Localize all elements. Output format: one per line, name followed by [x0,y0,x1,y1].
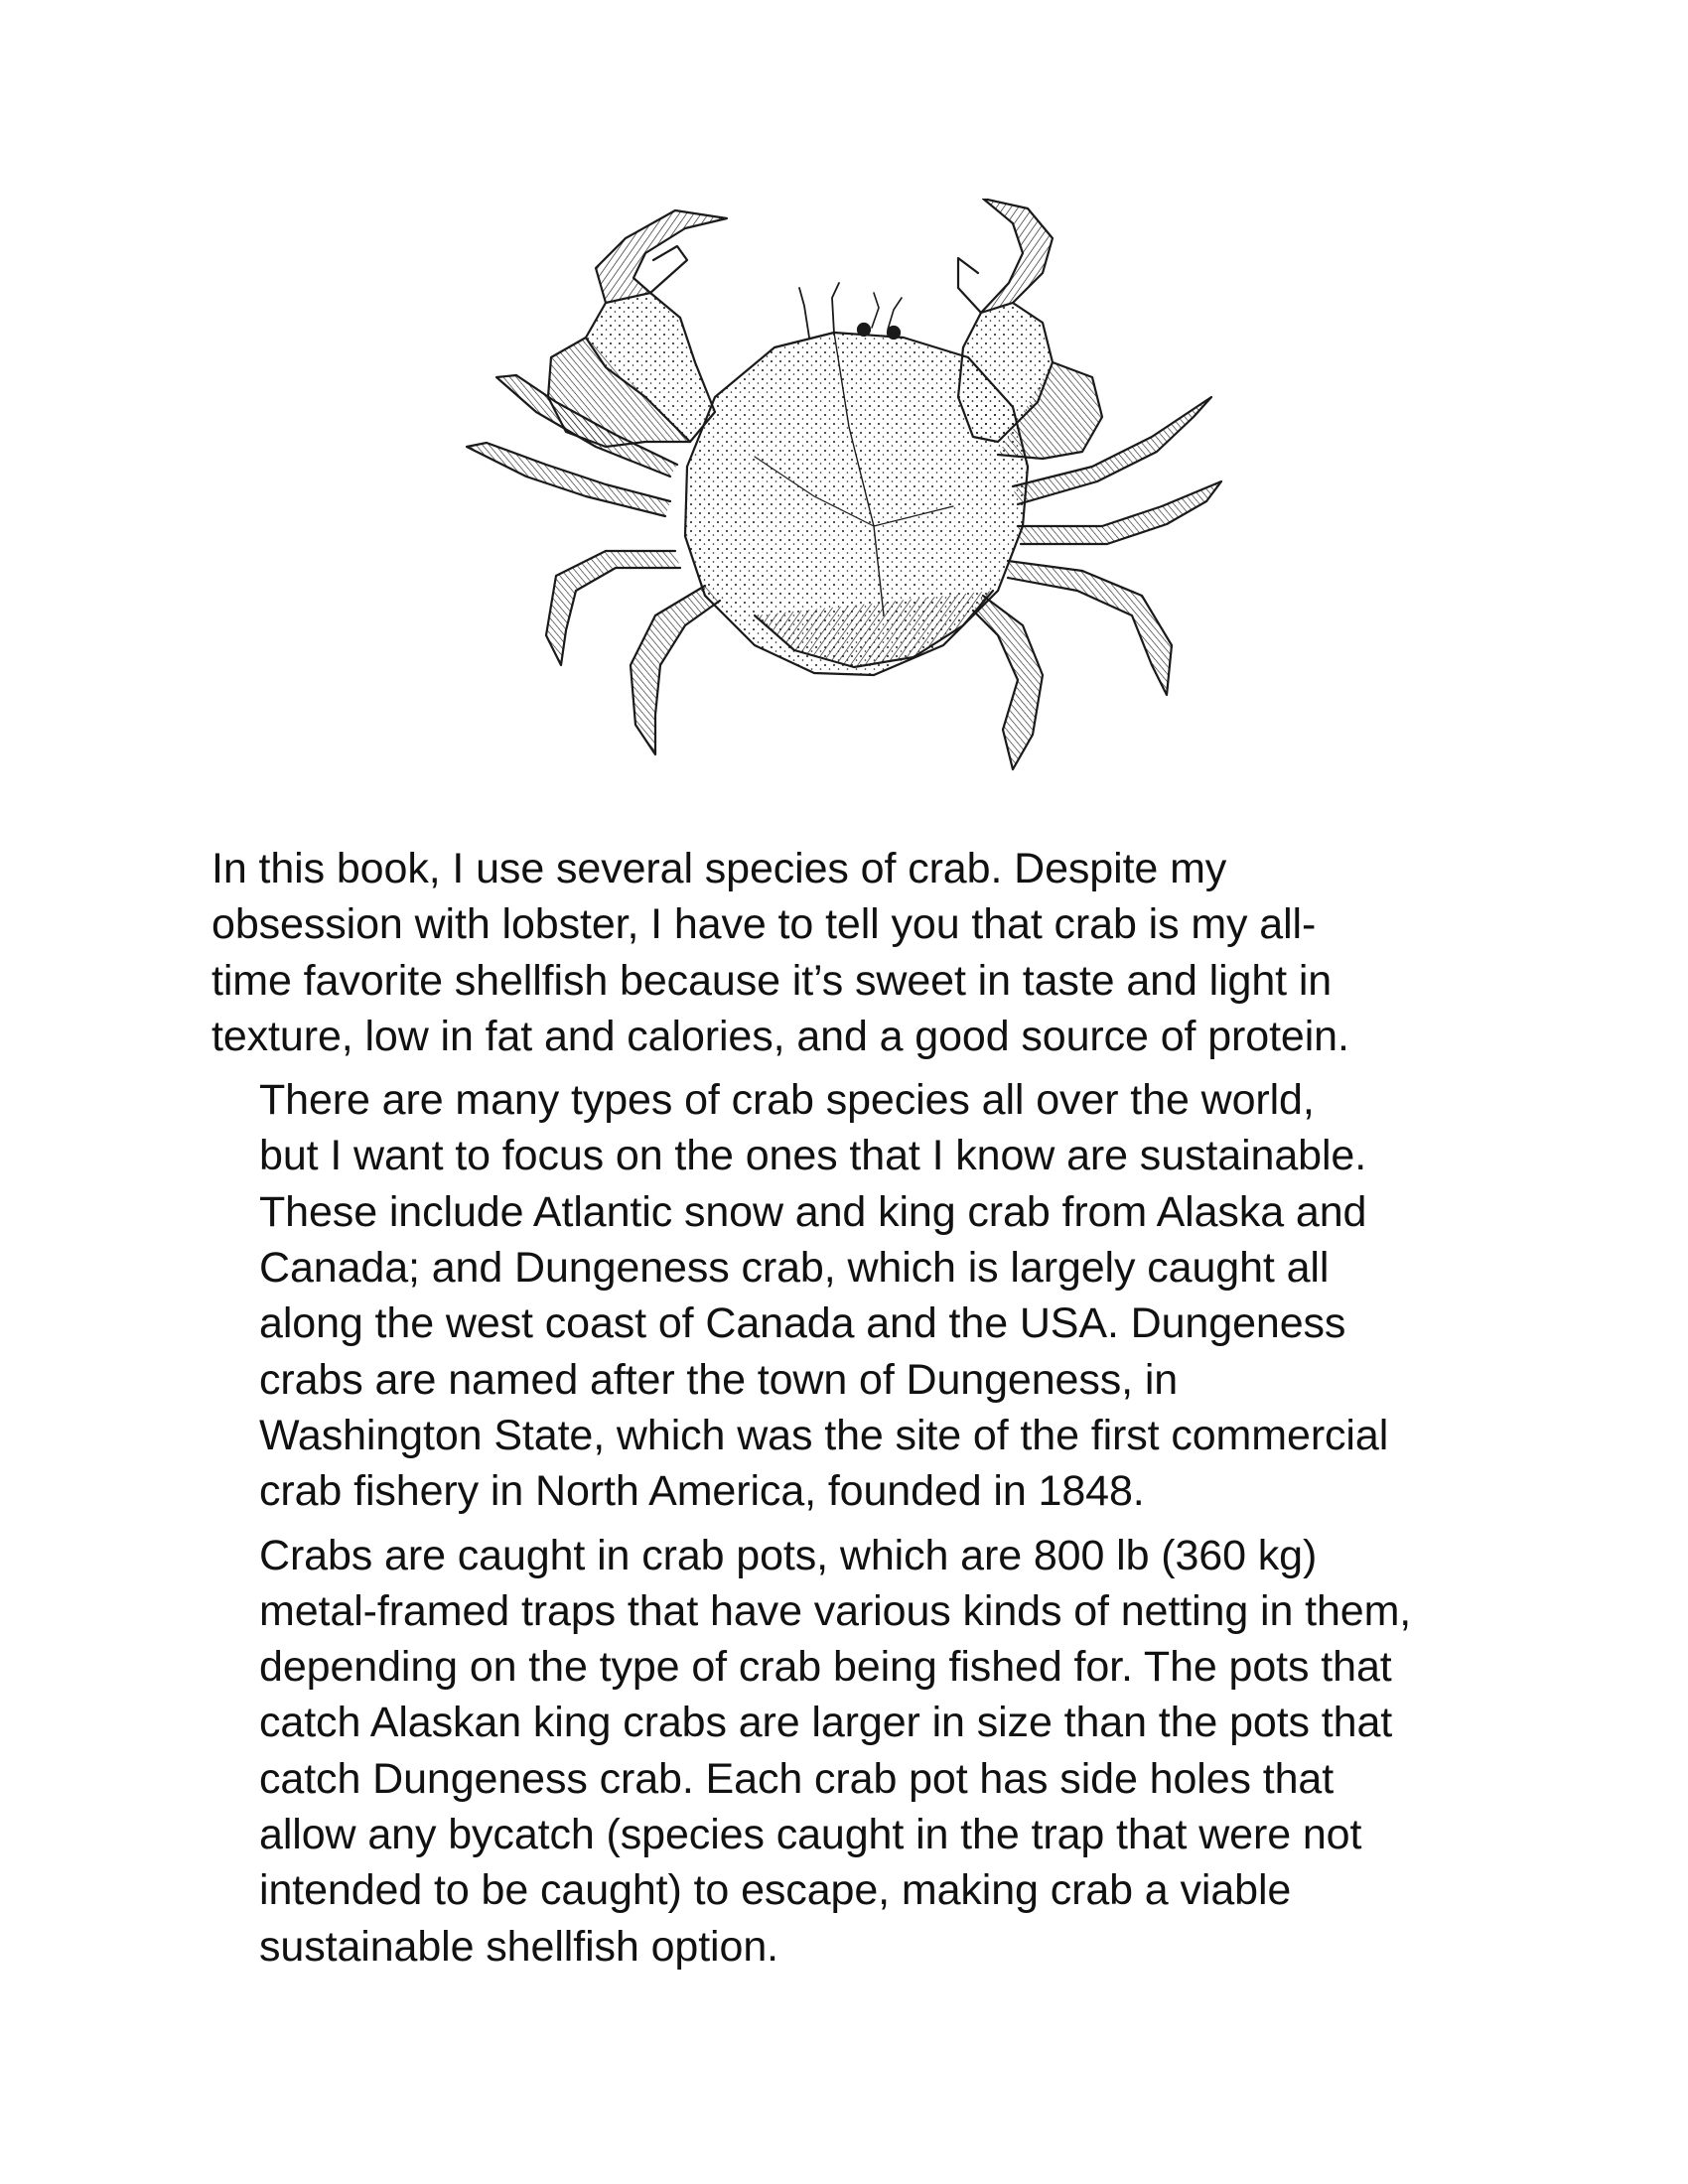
text-line: intended to be caught) to escape, making crab a viable [259,1866,1292,1915]
text-line: These include Atlantic snow and king crab from Alaska and [259,1187,1367,1236]
text-line: sustainable shellfish option. [259,1922,778,1971]
paragraph-2 [211,1072,1502,1519]
text-line: obsession with lobster, I have to tell you that crab is my all- [211,900,1317,949]
crab-illustration [457,199,1231,804]
body-text [211,841,1502,1975]
paragraph-1 [211,841,1502,1064]
paragraph-3 [211,1528,1502,1975]
text-line: In this book, I use several species of crab. Despite my [211,845,1227,892]
text-line: metal-framed traps that have various kinds of netting in them, [259,1586,1412,1635]
text-line: but I want to focus on the ones that I know are sustainable. [259,1132,1367,1180]
text-line: Crabs are caught in crab pots, which are 800 lb (360 kg) [259,1531,1318,1579]
text-line: texture, low in fat and calories, and a good source of protein. [211,1012,1349,1060]
text-line: Canada; and Dungeness crab, which is largely caught all [259,1244,1330,1293]
text-line: catch Alaskan king crabs are larger in size than the pots that [259,1699,1393,1747]
text-line: depending on the type of crab being fished for. The pots that [259,1643,1392,1692]
crab-drawing [457,199,1231,804]
text-line: There are many types of crab species all over the world, [259,1076,1315,1125]
text-line: allow any bycatch (species caught in the trap that were not [259,1811,1362,1859]
text-line: time favorite shellfish because it’s sweet in taste and light in [211,956,1333,1005]
text-line: catch Dungeness crab. Each crab pot has side holes that [259,1754,1335,1803]
text-line: crabs are named after the town of Dungeness, in [259,1355,1179,1404]
text-line: Washington State, which was the site of the first commercial [259,1411,1389,1459]
text-line: along the west coast of Canada and the USA. Dungeness [259,1299,1346,1348]
text-line: crab fishery in North America, founded in 1848. [259,1467,1145,1516]
